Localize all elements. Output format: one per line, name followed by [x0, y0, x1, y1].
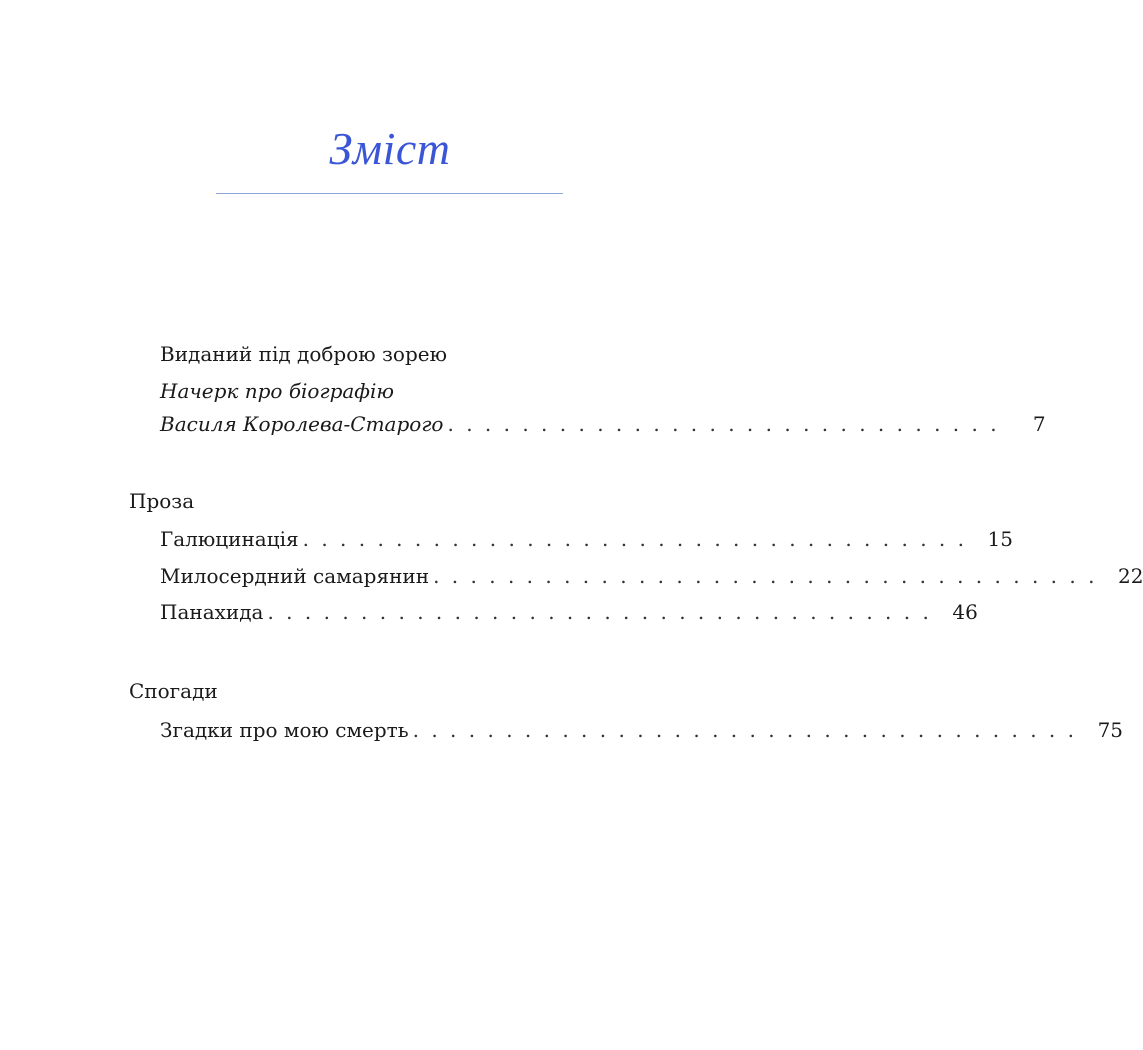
toc-entry-title: Галюцинація — [160, 527, 299, 551]
toc-entry-subtitle-line: Начерк про біографію — [160, 379, 394, 403]
section-heading-prose: Проза — [129, 489, 195, 513]
toc-entry[interactable] — [160, 717, 1124, 743]
toc-page-number: 15 — [987, 527, 1013, 551]
toc-page-number: 75 — [1097, 718, 1124, 742]
section-heading-memoirs: Спогади — [129, 679, 218, 703]
page-title: Зміст — [329, 123, 451, 174]
leader-dots: . . . . . . . . . . . . . . . . . . . . . . . . . . . . . . . . . . . . — [302, 527, 967, 551]
toc-entry-title: Панахида — [160, 600, 264, 624]
toc-page-number: 7 — [1032, 412, 1046, 436]
toc-entry-intro-subtitle-2[interactable] — [160, 411, 1046, 437]
leader-dots: . . . . . . . . . . . . . . . . . . . . . . . . . . . . . . . . . . . . — [412, 718, 1078, 742]
toc-entry-intro-heading[interactable] — [160, 341, 636, 367]
toc-page-number: 22 — [1118, 564, 1143, 588]
leader-dots: . . . . . . . . . . . . . . . . . . . . . . . . . . . . . . . . . . . . — [433, 564, 1098, 588]
toc-entry-title: Згадки про мою смерть — [160, 718, 409, 742]
leader-dots: . . . . . . . . . . . . . . . . . . . . . . . . . . . . . . . . . . . . — [267, 600, 932, 624]
toc-entry[interactable] — [160, 599, 978, 625]
toc-entry[interactable] — [160, 563, 1143, 589]
title-divider — [216, 193, 563, 194]
toc-entry-title: Милосердний самарянин — [160, 564, 430, 588]
toc-entry-subtitle-line: Василя Королева-Старого — [160, 412, 444, 436]
toc-entry[interactable] — [160, 526, 1013, 552]
toc-entry-intro-subtitle[interactable] — [160, 378, 636, 404]
toc-entry-title: Виданий під доброю зорею — [160, 342, 448, 366]
toc-page-number: 46 — [952, 600, 978, 624]
leader-dots: . . . . . . . . . . . . . . . . . . . . . . . . . . . . . . — [447, 412, 1000, 436]
